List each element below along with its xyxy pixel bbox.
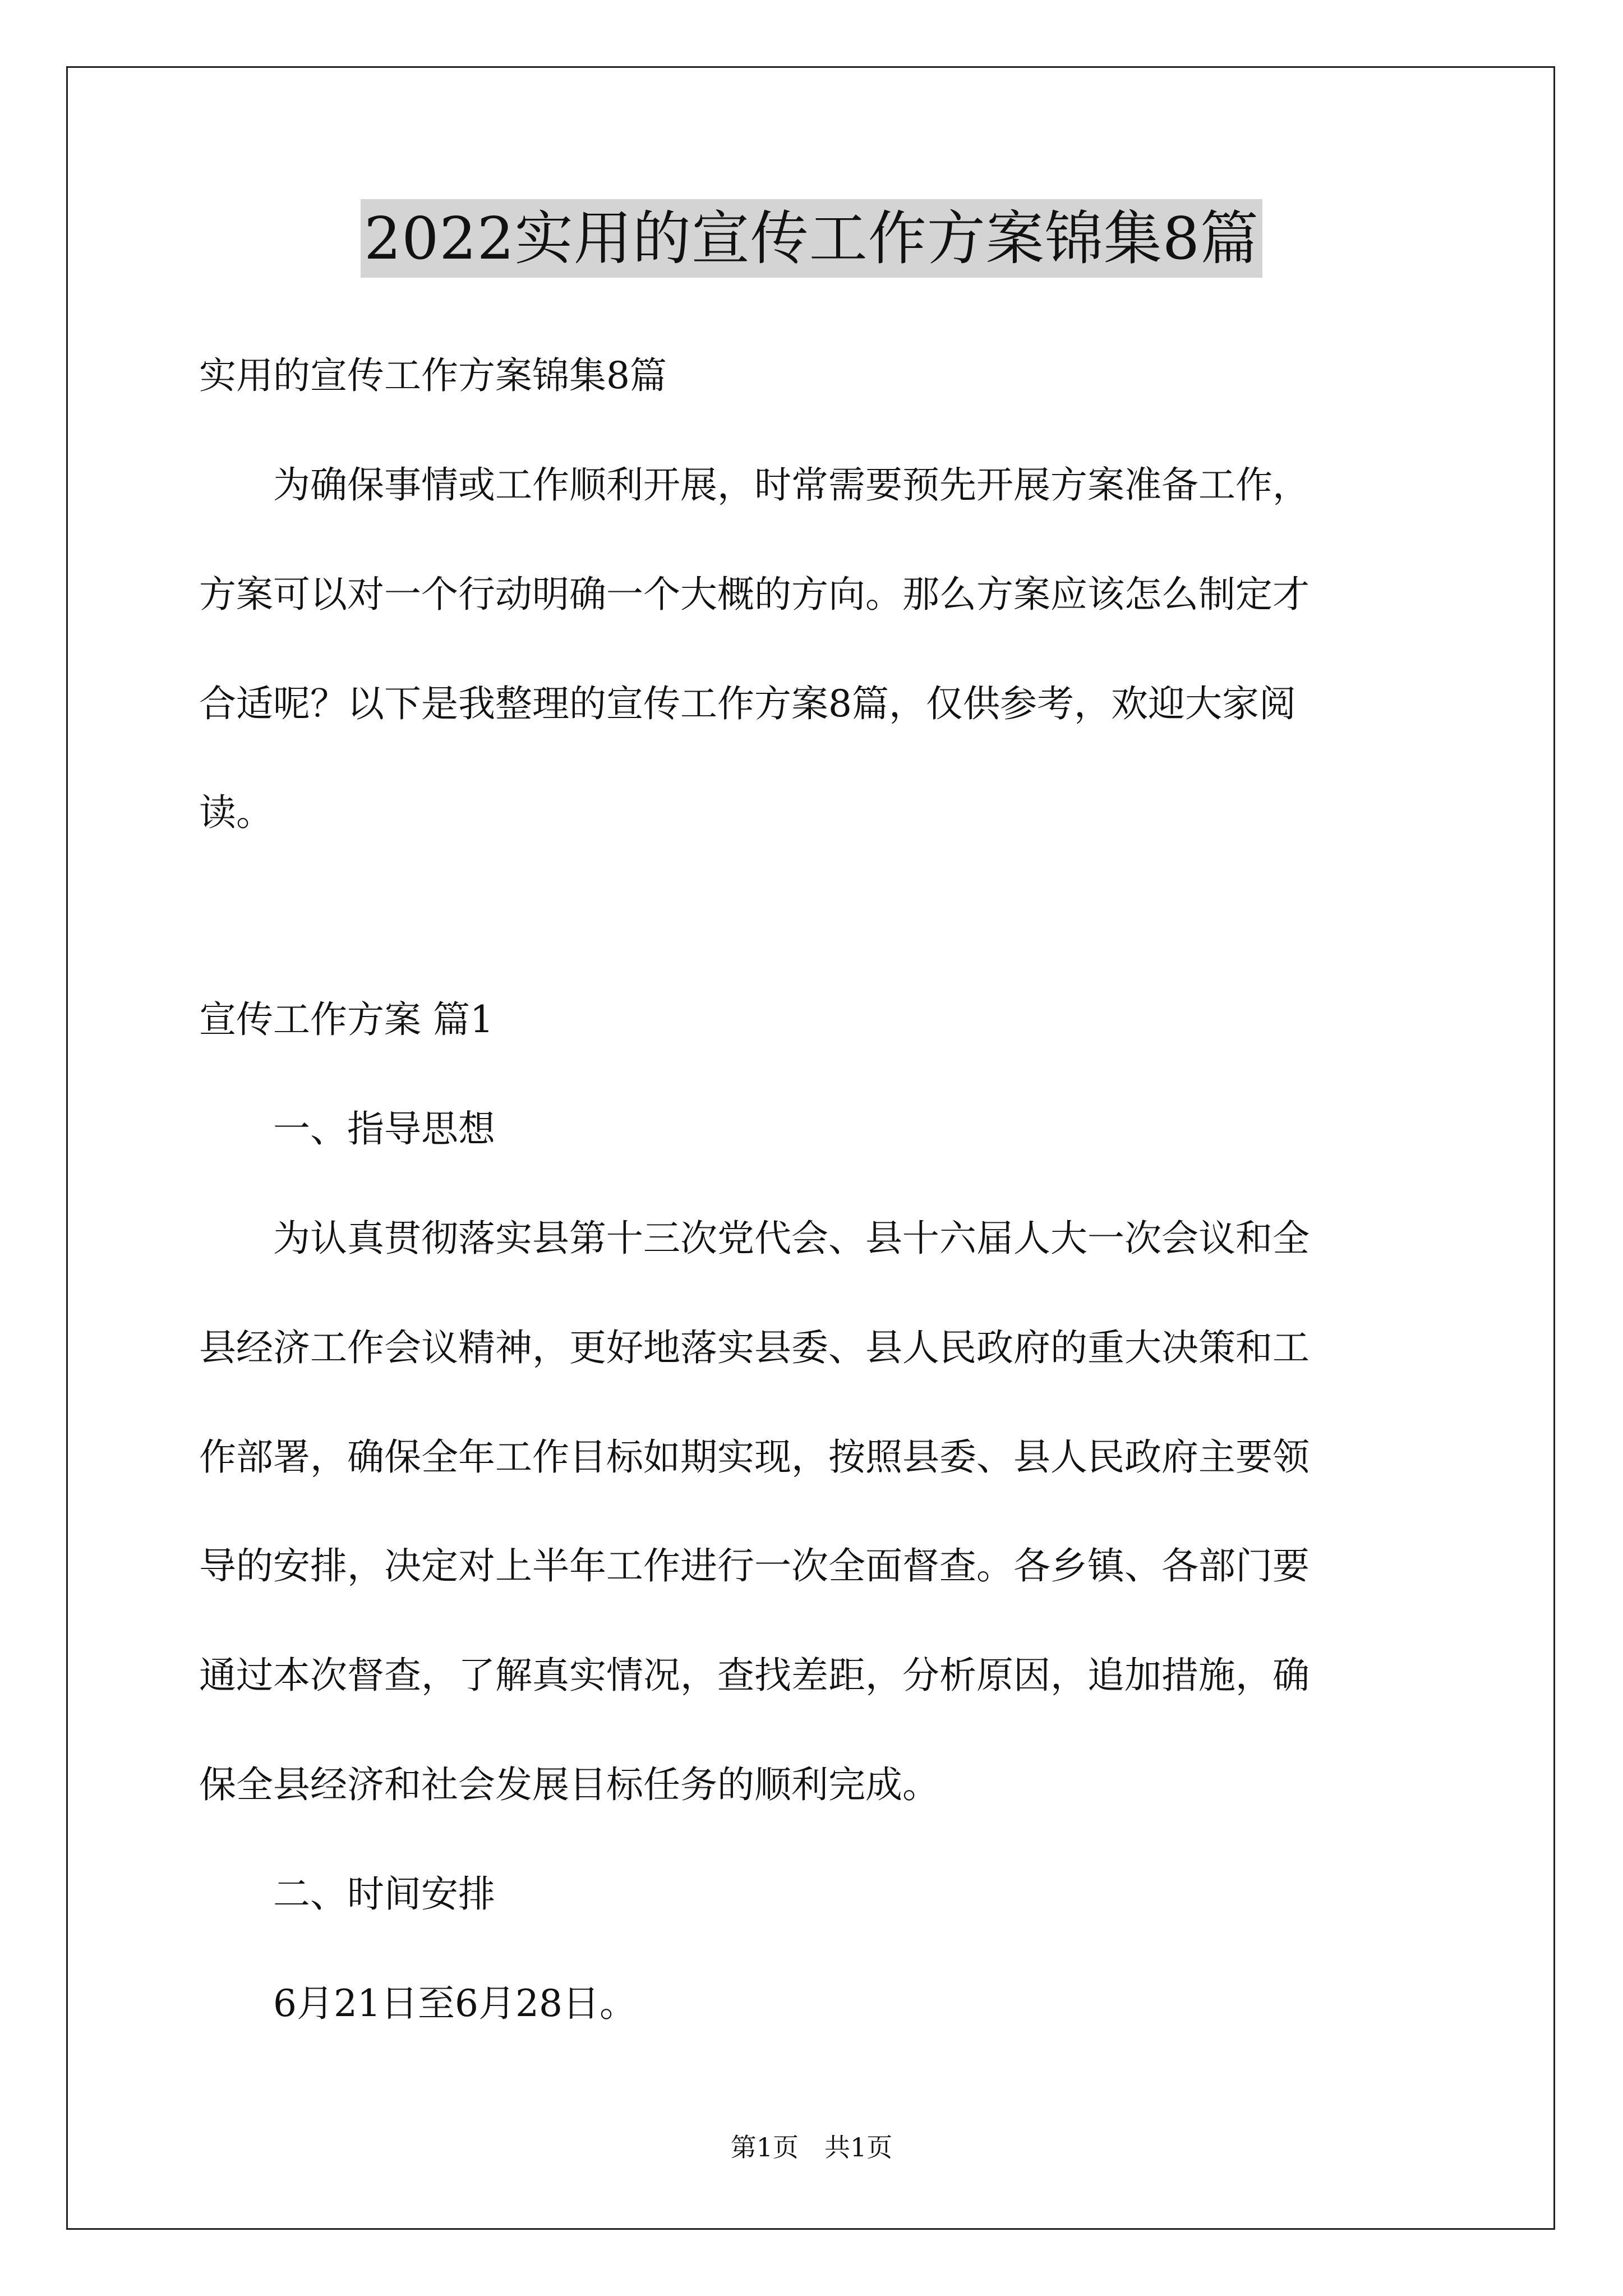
- title-container: [0, 199, 1623, 278]
- paragraph-line-5: 通过本次督查，了解真实情况，查找差距，分析原因，追加措施，确: [199, 1654, 1310, 1697]
- intro-line-2: 方案可以对一个行动明确一个大概的方向。那么方案应该怎么制定才: [199, 573, 1310, 616]
- intro-line-1: 为确保事情或工作顺利开展，时常需要预先开展方案准备工作，: [199, 463, 1310, 507]
- paragraph-line-2: 县经济工作会议精神，更好地落实县委、县人民政府的重大决策和工: [199, 1326, 1310, 1369]
- intro-line-4: 读。: [199, 791, 273, 834]
- section-heading: 宣传工作方案 篇1: [199, 998, 494, 1041]
- paragraph-line-1: 为认真贯彻落实县第十三次党代会、县十六届人大一次会议和全: [199, 1217, 1310, 1260]
- paragraph-line-6: 保全县经济和社会发展目标任务的顺利完成。: [199, 1763, 939, 1806]
- subheading-time-schedule: 二、时间安排: [199, 1872, 495, 1916]
- intro-line-3: 合适呢？以下是我整理的宣传工作方案8篇，仅供参考，欢迎大家阅: [199, 682, 1296, 725]
- schedule-line: 6月21日至6月28日。: [199, 1982, 637, 2025]
- document-title: 2022实用的宣传工作方案锦集8篇: [361, 199, 1262, 278]
- paragraph-line-3: 作部署，确保全年工作目标如期实现，按照县委、县人民政府主要领: [199, 1435, 1310, 1479]
- paragraph-line-4: 导的安排，决定对上半年工作进行一次全面督查。各乡镇、各部门要: [199, 1544, 1310, 1588]
- page-footer: 第1页 共1页: [730, 2132, 893, 2162]
- subheading-guiding-thought: 一、指导思想: [199, 1107, 495, 1151]
- subtitle-line: 实用的宣传工作方案锦集8篇: [199, 354, 667, 397]
